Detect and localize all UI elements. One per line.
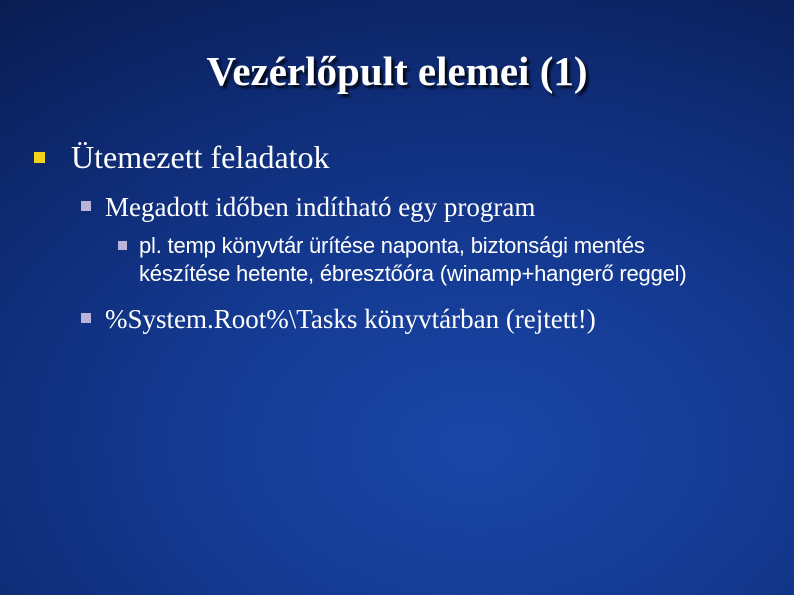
square-bullet-icon [81,313,91,323]
bullet-text: %System.Root%\Tasks könyvtárban (rejtett!) [105,304,596,334]
slide-title: Vezérlőpult elemei (1) [206,48,588,94]
bullet-level1-scheduled-tasks [34,138,330,176]
bullet-level2-tasks-folder [81,302,596,336]
bullet-level3-examples [118,232,739,288]
bullet-text: Megadott időben indítható egy program [105,192,536,222]
square-bullet-icon [81,201,91,211]
square-bullet-icon [118,241,127,250]
square-bullet-icon [34,152,45,163]
bullet-text: pl. temp könyvtár ürítése naponta, biztonsági mentés készítése hetente, ébresztőóra (winamp+hangerő reggel) [139,233,687,286]
bullet-text: Ütemezett feladatok [71,139,330,175]
bullet-level2-run-program [81,190,535,224]
